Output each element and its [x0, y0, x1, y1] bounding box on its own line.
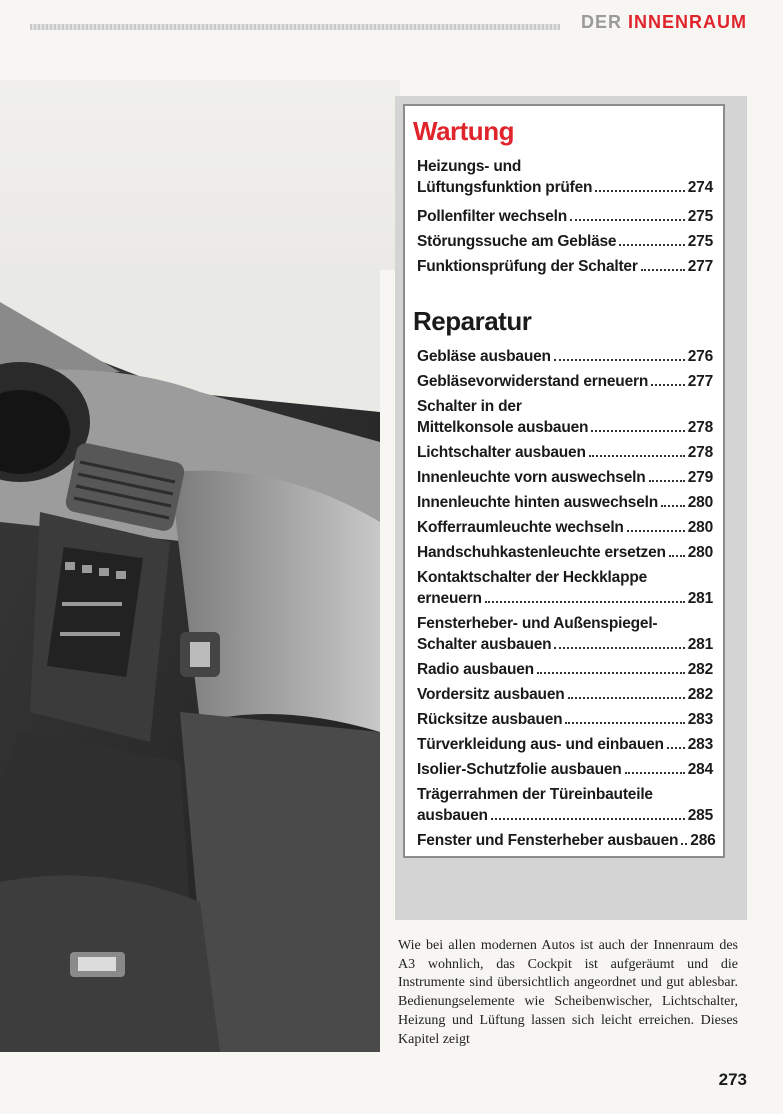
toc-entry-label: Handschuhkastenleuchte ersetzen: [417, 544, 666, 561]
toc-entry[interactable]: [417, 830, 716, 851]
leader-dots: [651, 384, 685, 386]
leader-dots: [554, 647, 684, 649]
toc-entry-label: Fensterheber- und Außenspiegel-: [417, 615, 658, 632]
toc-entry-label: Pollenfilter wechseln: [417, 208, 567, 225]
leader-dots: [595, 190, 684, 192]
leader-dots: [570, 219, 685, 221]
toc-entry[interactable]: [417, 542, 713, 563]
toc-entry-label: Rücksitze ausbauen: [417, 711, 563, 728]
toc-entry-page: 283: [687, 736, 713, 753]
chapter-header: [581, 12, 747, 33]
leader-dots: [649, 480, 685, 482]
toc-entry[interactable]: [417, 371, 713, 392]
toc-entry-page: 277: [687, 373, 713, 390]
toc-entry-label: Funktionsprüfung der Schalter: [417, 258, 638, 275]
toc-box: [403, 104, 725, 858]
toc-entry-label: Vordersitz ausbauen: [417, 686, 565, 703]
leader-dots: [669, 555, 685, 557]
toc-entry-label: Kontaktschalter der Heckklappe: [417, 569, 648, 586]
dashboard-photo: [0, 262, 380, 1052]
toc-entry[interactable]: [417, 256, 713, 277]
leader-dots: [619, 244, 684, 246]
leader-dots: [537, 672, 685, 674]
toc-entry[interactable]: [417, 346, 713, 367]
toc-entry-label: Türverkleidung aus- und einbauen: [417, 736, 664, 753]
toc-entry-page: 277: [687, 258, 713, 275]
leader-dots: [681, 843, 687, 845]
toc-entry-page: 278: [687, 419, 713, 436]
toc-entry-label: Schalter in der: [417, 398, 522, 415]
body-text: Wie bei allen modernen Autos ist auch der Innenraum des A3 wohnlich, das Cockpit ist aufgeräumt und die Instrumente sind übersichtlich angeordnet und gut ablesbar. Bedienungselemente wie Scheibenwischer, Lichtschalter, Heizung und Lüftung lassen sich leicht erreichen. Dieses Kapitel zeigt: [398, 938, 738, 1047]
leader-dots: [568, 697, 685, 699]
toc-entry-page: 275: [687, 208, 713, 225]
toc-entry-page: 281: [687, 636, 713, 653]
toc-entry-label: Radio ausbauen: [417, 661, 534, 678]
leader-dots: [565, 722, 684, 724]
toc-entry[interactable]: [417, 231, 713, 252]
toc-entry-label: Gebläse ausbauen: [417, 348, 551, 365]
toc-entry-label: Fenster und Fensterheber ausbauen: [417, 832, 679, 849]
toc-entry[interactable]: [417, 784, 713, 826]
toc-entry[interactable]: [417, 517, 713, 538]
toc-entry-label: erneuern: [417, 590, 482, 607]
leader-dots: [661, 505, 685, 507]
leader-dots: [625, 772, 685, 774]
toc-entry[interactable]: [417, 709, 713, 730]
leader-dots: [627, 530, 685, 532]
toc-entry-page: 282: [687, 661, 713, 678]
toc-entry-label: ausbauen: [417, 807, 488, 824]
leader-dots: [491, 818, 685, 820]
leader-dots: [591, 430, 684, 432]
toc-entry-page: 285: [687, 807, 713, 824]
leader-dots: [641, 269, 685, 271]
leader-dots: [589, 455, 685, 457]
toc-entry-page: 286: [690, 832, 716, 849]
toc-entry[interactable]: [417, 734, 713, 755]
dashboard-photo-drawing: [0, 262, 380, 1052]
toc-entry[interactable]: [417, 684, 713, 705]
toc-entry[interactable]: [417, 613, 713, 655]
toc-shadow-box: [395, 96, 747, 920]
leader-dots: [667, 747, 685, 749]
leader-dots: [554, 359, 685, 361]
toc-entry-page: 275: [687, 233, 713, 250]
toc-entry[interactable]: [417, 492, 713, 513]
toc-entry-label: Mittelkonsole ausbauen: [417, 419, 589, 436]
leader-dots: [485, 601, 685, 603]
toc-entry-page: 274: [687, 179, 713, 196]
section-title-wartung: Wartung: [413, 116, 514, 146]
toc-entry-label: Kofferraumleuchte wechseln: [417, 519, 624, 536]
toc-entry[interactable]: [417, 206, 713, 227]
toc-entry-page: 276: [687, 348, 713, 365]
toc-entry[interactable]: [417, 567, 713, 609]
toc-entry-page: 280: [687, 519, 713, 536]
background-panel: [0, 80, 400, 270]
toc-entry[interactable]: [417, 396, 713, 438]
toc-entry[interactable]: [417, 442, 713, 463]
toc-entry-page: 278: [687, 444, 713, 461]
toc-entry-label: Lichtschalter ausbauen: [417, 444, 586, 461]
toc-entry-label: Störungssuche am Gebläse: [417, 233, 617, 250]
toc-entry-page: 283: [687, 711, 713, 728]
chapter-header-part2: INNENRAUM: [628, 12, 747, 32]
toc-entry-label: Isolier-Schutzfolie ausbauen: [417, 761, 622, 778]
toc-entry-label: Innenleuchte hinten auswechseln: [417, 494, 658, 511]
toc-entry-page: 280: [687, 544, 713, 561]
toc-entry-page: 282: [687, 686, 713, 703]
toc-entry[interactable]: [417, 659, 713, 680]
toc-entry-page: 281: [687, 590, 713, 607]
toc-entry[interactable]: [417, 759, 713, 780]
toc-entry-label: Lüftungsfunktion prüfen: [417, 179, 593, 196]
toc-entry-label: Gebläsevorwiderstand erneuern: [417, 373, 649, 390]
toc-entry-label: Innenleuchte vorn auswechseln: [417, 469, 646, 486]
section-title-reparatur: Reparatur: [413, 306, 532, 336]
toc-entry-label: Schalter ausbauen: [417, 636, 552, 653]
toc-entry-page: 279: [687, 469, 713, 486]
toc-entry[interactable]: [417, 467, 713, 488]
toc-entry-page: 284: [687, 761, 713, 778]
header-rule: [30, 24, 560, 30]
toc-entry[interactable]: [417, 156, 713, 198]
toc-entry-label: Heizungs- und: [417, 158, 522, 175]
chapter-header-part1: DER: [580, 12, 622, 32]
toc-entry-page: 280: [687, 494, 713, 511]
toc-entry-label: Trägerrahmen der Türeinbauteile: [417, 786, 653, 803]
page-number: 273: [718, 1070, 747, 1089]
